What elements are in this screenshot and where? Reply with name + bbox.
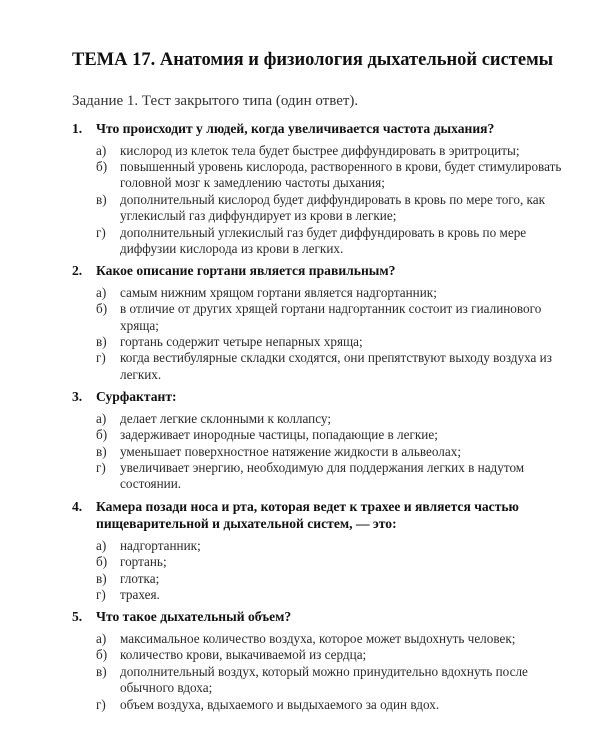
option-letter: б) xyxy=(96,427,108,443)
answer-option xyxy=(72,285,572,301)
option-text: объем воздуха, вдыхаемого и выдыхаемого за один вдох. xyxy=(120,696,440,712)
option-text: повышенный уровень кислорода, растворенного в крови, будет стимулировать головной мозг к замедлению частоты дыхания; xyxy=(120,158,562,191)
option-letter: а) xyxy=(96,410,107,426)
option-text: увеличивает энергию, необходимую для поддержания легких в надутом состоянии. xyxy=(120,460,525,492)
option-text: гортань; xyxy=(120,554,167,570)
option-text: надгортанник; xyxy=(120,537,201,553)
option-letter: а) xyxy=(96,142,107,158)
option-text: максимальное количество воздуха, которое может выдохнуть человек; xyxy=(120,630,516,646)
answer-option xyxy=(72,647,572,663)
task-subtitle: Задание 1. Тест закрытого типа (один ответ). xyxy=(72,93,359,109)
question-heading xyxy=(72,608,572,626)
answer-option xyxy=(72,664,572,697)
answer-option xyxy=(72,301,572,334)
option-text: кислород из клеток тела будет быстрее диффундировать в эритроциты; xyxy=(120,142,520,158)
answer-option xyxy=(72,587,572,603)
answer-option xyxy=(72,143,572,159)
answer-option xyxy=(72,444,572,460)
option-text: дополнительный кислород будет диффундировать в кровь по мере того, как углекислый газ диффундирует из крови в легкие; xyxy=(120,191,546,224)
question-heading xyxy=(72,262,572,280)
option-text: задерживает инородные частицы, попадающие в легкие; xyxy=(120,427,438,443)
question-2 xyxy=(72,262,572,383)
question-text: Что происходит у людей, когда увеличивается частота дыхания? xyxy=(96,121,495,136)
question-4 xyxy=(72,498,572,604)
question-number: 4. xyxy=(72,498,83,514)
option-letter: г) xyxy=(96,460,106,475)
option-letter: в) xyxy=(96,663,107,679)
option-letter: а) xyxy=(96,630,107,646)
question-heading xyxy=(72,120,572,138)
question-heading xyxy=(72,498,572,533)
option-text: в отличие от других хрящей гортани надгортанник состоит из гиалинового хряща; xyxy=(120,301,542,333)
answer-option xyxy=(72,631,572,647)
answer-option xyxy=(72,427,572,443)
option-text: трахея. xyxy=(120,587,160,603)
option-letter: б) xyxy=(96,158,108,174)
question-5 xyxy=(72,608,572,713)
option-letter: б) xyxy=(96,554,108,570)
question-text: Сурфактант: xyxy=(96,389,177,405)
answer-option xyxy=(72,192,572,225)
option-letter: б) xyxy=(96,647,108,663)
question-text: Камера позади носа и рта, которая ведет к трахее и является частью пищеварительной и дыхательной систем, — это: xyxy=(96,498,519,532)
option-letter: г) xyxy=(96,696,106,712)
answer-option xyxy=(72,334,572,350)
question-text: Что такое дыхательный объем? xyxy=(96,609,292,625)
question-number: 3. xyxy=(72,389,83,405)
option-letter: а) xyxy=(96,284,107,300)
option-letter: в) xyxy=(96,334,107,350)
question-number: 5. xyxy=(72,609,83,625)
option-letter: б) xyxy=(96,301,108,317)
option-text: дополнительный углекислый газ будет диффундировать в кровь по мере диффузии кислорода из крови в легких. xyxy=(120,224,527,256)
question-list xyxy=(72,120,572,718)
answer-option xyxy=(72,460,572,493)
answer-option xyxy=(72,225,572,258)
option-letter: в) xyxy=(96,443,107,459)
option-letter: а) xyxy=(96,537,107,553)
page-title: ТЕМА 17. Анатомия и физиология дыхательной системы xyxy=(72,50,554,70)
question-1 xyxy=(72,120,572,257)
answer-option xyxy=(72,411,572,427)
answer-option xyxy=(72,697,572,713)
option-letter: г) xyxy=(96,224,106,240)
question-heading xyxy=(72,388,572,406)
option-text: дополнительный воздух, который можно принудительно вдохнуть после обычного вдоха; xyxy=(120,663,528,696)
question-3 xyxy=(72,388,572,493)
option-text: когда вестибулярные складки сходятся, они препятствуют выходу воздуха из легких. xyxy=(120,350,552,382)
option-text: количество крови, выкачиваемой из сердца; xyxy=(120,647,367,663)
option-text: гортань содержит четыре непарных хряща; xyxy=(120,334,363,350)
option-text: самым нижним хрящом гортани является надгортанник; xyxy=(120,284,437,300)
answer-option xyxy=(72,538,572,554)
question-number: 2. xyxy=(72,263,83,279)
option-text: делает легкие склонными к коллапсу; xyxy=(120,410,331,426)
answer-option xyxy=(72,159,572,192)
answer-option xyxy=(72,554,572,570)
option-text: уменьшает поверхностное натяжение жидкости в альвеолах; xyxy=(120,443,462,459)
option-text: глотка; xyxy=(120,570,160,586)
answer-option xyxy=(72,571,572,587)
option-letter: г) xyxy=(96,350,106,366)
option-letter: в) xyxy=(96,570,107,586)
option-letter: г) xyxy=(96,587,106,603)
answer-option xyxy=(72,350,572,383)
question-number: 1. xyxy=(72,121,83,136)
question-text: Какое описание гортани является правильным? xyxy=(96,263,396,279)
option-letter: в) xyxy=(96,191,107,207)
